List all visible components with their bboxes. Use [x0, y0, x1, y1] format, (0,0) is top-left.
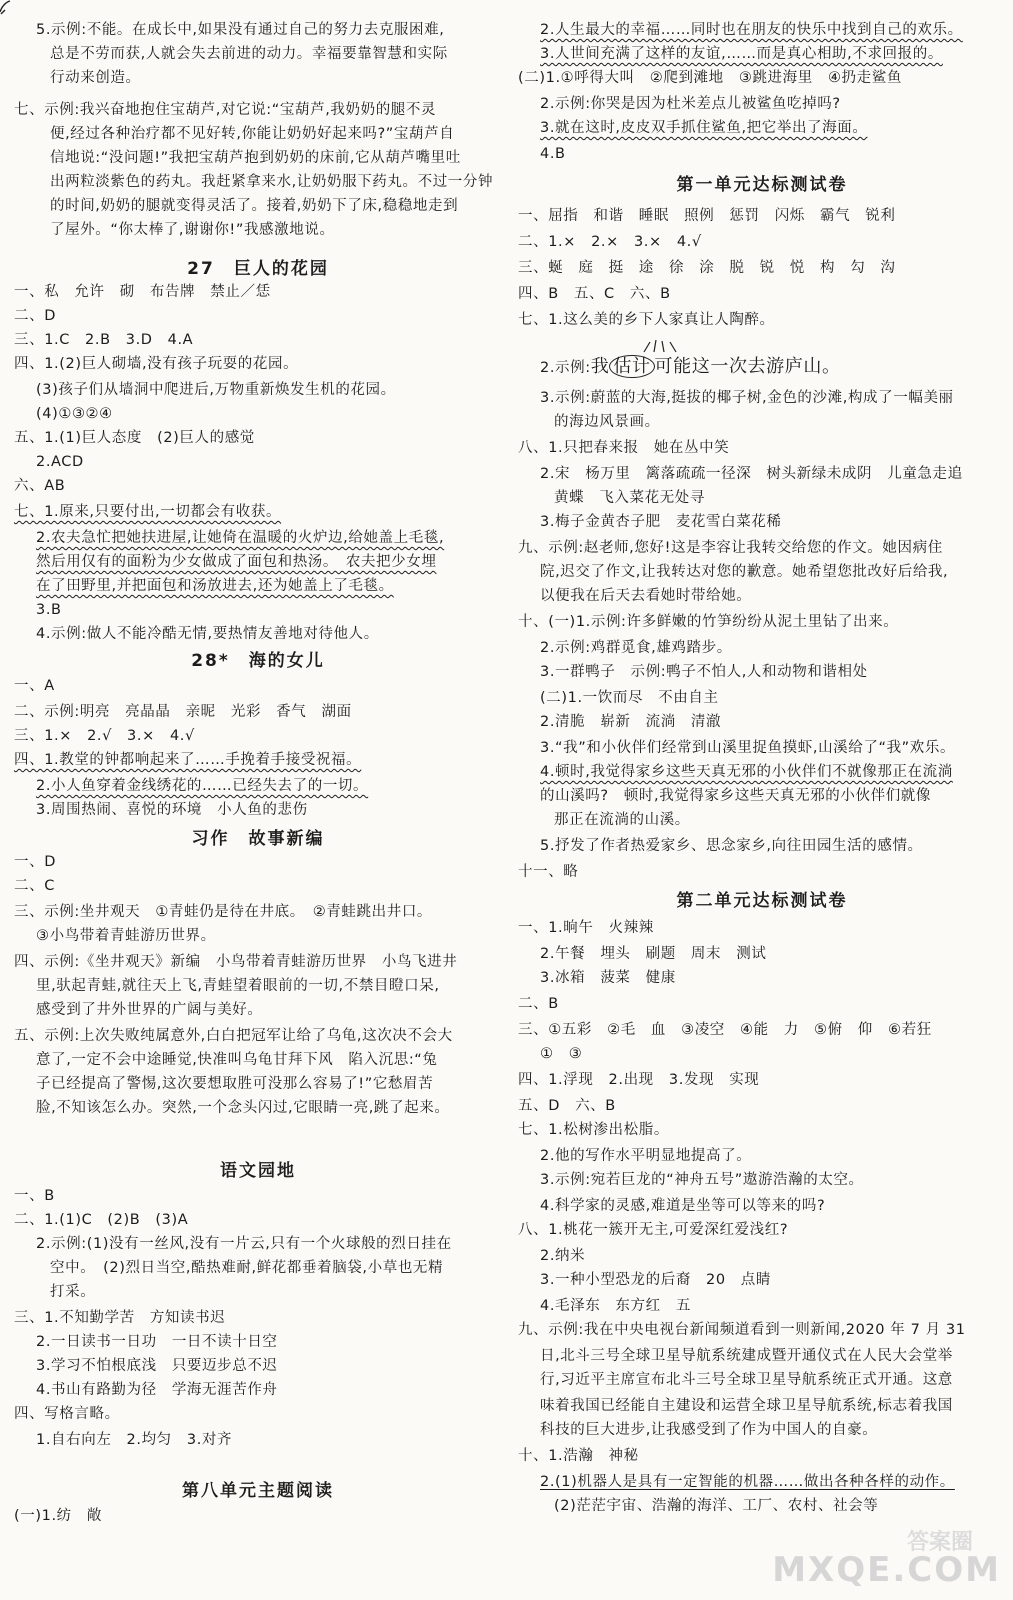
- answer-text: 二、1.(1)C (2)B (3)A: [14, 1212, 189, 1228]
- answer-text: 四、示例:《坐井观天》新编 小鸟带着青蛙游历世界 小鸟飞进井: [14, 954, 458, 970]
- answer-text: 一、D: [14, 854, 56, 870]
- answer-text: 十一、略: [518, 864, 579, 880]
- answer-text: 二、1.× 2.× 3.× 4.√: [518, 234, 702, 250]
- answer-text: 行动来创造。: [50, 70, 141, 86]
- answer-line: [14, 330, 193, 350]
- answer-line: [518, 712, 721, 732]
- answer-text: 3.B: [36, 602, 62, 618]
- answer-line: [14, 1000, 263, 1020]
- answer-line: [518, 1346, 953, 1366]
- answer-line: [518, 412, 660, 432]
- answer-text: 2.(1)机器人是具有一定智能的机器……做出各种各样的动作。: [540, 1474, 955, 1490]
- answer-line: [518, 786, 931, 806]
- answer-text: 以便我在后天去看她时带给她。: [540, 588, 752, 604]
- answer-text: 2.示例:鸡群觅食,雄鸡踏步。: [540, 640, 732, 656]
- answer-text: 十、(一)1.示例:许多鲜嫩的竹笋纷纷从泥土里钻了出来。: [518, 614, 899, 630]
- answer-text: 3.人世间充满了这样的友谊,……而是真心相助,不求回报的。: [540, 46, 943, 62]
- answer-line: [518, 968, 676, 988]
- answer-text: 2.示例:你哭是因为杜米差点儿被鲨鱼吃掉吗?: [540, 96, 841, 112]
- answer-line: [518, 586, 751, 606]
- answer-line: [518, 1396, 953, 1416]
- answer-text: 2.一日读书一日功 一日不读十日空: [36, 1334, 278, 1350]
- answer-line: [14, 1404, 120, 1424]
- sentence-start: 我: [590, 356, 610, 377]
- answer-text: 二、示例:明亮 亮晶晶 亲昵 光彩 香气 湖面: [14, 704, 352, 720]
- answer-text: 了屋外。“你太棒了,谢谢你!”我感激地说。: [50, 222, 335, 238]
- answer-line: [14, 1210, 188, 1230]
- answer-text: 行,习近平主席宣布北斗三号全球卫星导航系统正式开通。这意: [540, 1372, 953, 1388]
- answer-text: (一)1.纺 敞: [14, 1508, 102, 1524]
- answer-line: [14, 1380, 278, 1400]
- answer-text: 一、屈指 和谐 睡眠 照例 惩罚 闪烁 霸气 锐利: [518, 208, 896, 224]
- answer-text: 2.人生最大的幸福……同时也在朋友的快乐中找到自己的欢乐。: [540, 22, 963, 38]
- answer-line: [518, 464, 963, 484]
- answer-text: 3.一群鸭子 示例:鸭子不怕人,人和动物和谐相处: [540, 664, 868, 680]
- answer-line: [14, 44, 448, 64]
- answer-line: [518, 762, 953, 782]
- answer-line: [14, 476, 65, 496]
- answer-text: 里,驮起青蛙,就往天上飞,青蛙望着眼前的一切,不禁目瞪口呆,: [36, 978, 440, 994]
- answer-text: 5.示例:不能。在成长中,如果没有通过自己的努力去克服困难,: [36, 22, 445, 38]
- answer-text: 五、示例:上次失败纯属意外,白白把冠军让给了乌龟,这次决不会大: [14, 1028, 453, 1044]
- answer-line: [518, 1496, 878, 1516]
- section-heading: 第二单元达标测试卷: [676, 891, 848, 911]
- answer-text: 二、B: [518, 996, 559, 1012]
- answer-line: [14, 124, 454, 144]
- answer-text: 的山溪吗? 顿时,我觉得家乡这些天真无邪的小伙伴们就像: [540, 788, 932, 804]
- answer-text: 感受到了井外世界的广阔与美好。: [36, 1002, 263, 1018]
- answer-line: [518, 638, 732, 658]
- answer-text: 三、蜒 庭 挺 途 徐 涂 脱 锐 悦 构 勾 沟: [518, 260, 896, 276]
- answer-line: [14, 624, 379, 644]
- caret-mark-icon: [640, 338, 680, 354]
- answer-text: 的时间,奶奶的腿就变得灵活了。接着,奶奶下了床,稳稳地走到: [50, 198, 459, 214]
- answer-line: [14, 1506, 102, 1526]
- answer-text: 5.抒发了作者热爱家乡、思念家乡,向往田园生活的感情。: [540, 838, 923, 854]
- answer-line: [14, 428, 255, 448]
- answer-text: 3.“我”和小伙伴们经常到山溪里捉鱼摸虾,山溪给了“我”欢乐。: [540, 740, 956, 756]
- answer-line: [14, 1430, 232, 1450]
- answer-text: 九、示例:我在中央电视台新闻频道看到一则新闻,2020 年 7 月 31: [518, 1322, 966, 1338]
- answer-text: 子已经提高了警惕,这次要想取胜可没那么容易了!”它愁眉苦: [36, 1076, 434, 1092]
- answer-line: [518, 918, 654, 938]
- answer-text: 然后用仅有的面粉为少女做成了面包和热汤。 农夫把少女埋: [36, 554, 437, 570]
- answer-line: [518, 1320, 966, 1340]
- answer-text: 2.午餐 埋头 刷题 周末 测试: [540, 946, 767, 962]
- answer-line: [14, 528, 444, 548]
- circled-word: 估计: [609, 355, 654, 378]
- answer-text: (二)1.一饮而尽 不由自主: [540, 690, 719, 706]
- answer-line: [518, 258, 896, 278]
- answer-text: 3.示例:宛若巨龙的“神舟五号”遨游浩瀚的太空。: [540, 1172, 864, 1188]
- answer-text: 四、1.教堂的钟都响起来了……手挽着手接受祝福。: [14, 752, 362, 768]
- example-prefix: 2.示例:: [540, 360, 591, 376]
- answer-text: 七、1.原来,只要付出,一切都会有收获。: [14, 504, 282, 520]
- answer-text: 3.示例:蔚蓝的大海,挺拔的椰子树,金色的沙滩,构成了一幅美丽: [540, 390, 954, 406]
- answer-line: [14, 1356, 278, 1376]
- answer-line: [14, 1282, 95, 1302]
- watermark-sub: 答案圈: [906, 1530, 973, 1555]
- answer-line: [518, 1472, 955, 1492]
- answer-line: [14, 902, 432, 922]
- answer-text: 3.学习不怕根底浅 只要迈步总不迟: [36, 1358, 278, 1374]
- answer-line: [518, 662, 868, 682]
- answer-text: 二、D: [14, 308, 56, 324]
- answer-line: [14, 1050, 438, 1070]
- answer-text: 八、1.只把春来报 她在丛中笑: [518, 440, 730, 456]
- answer-text: 2.纳米: [540, 1248, 586, 1264]
- answer-line: [518, 118, 867, 138]
- answer-line: [518, 512, 782, 532]
- section-heading: 习作 故事新编: [191, 829, 325, 849]
- answer-text: 二、C: [14, 878, 55, 894]
- answer-text: 2.示例:(1)没有一丝风,没有一片云,只有一个火球般的烈日挂在: [36, 1236, 452, 1252]
- answer-text: 七、示例:我兴奋地抱住宝葫芦,对它说:“宝葫芦,我奶奶的腿不灵: [14, 102, 437, 118]
- answer-line: [14, 502, 281, 522]
- section-heading: 第一单元达标测试卷: [676, 175, 848, 195]
- answer-text: 五、1.(1)巨人态度 (2)巨人的感觉: [14, 430, 255, 446]
- answer-line: [14, 976, 440, 996]
- answer-text: 4.书山有路勤为径 学海无涯苦作舟: [36, 1382, 278, 1398]
- answer-text: 空中。 (2)烈日当空,酷热难耐,鲜花都垂着脑袋,小草也无精: [50, 1260, 444, 1276]
- sentence-end: 可能这一次去游庐山。: [654, 356, 841, 377]
- answer-line: [518, 1296, 691, 1316]
- answer-text: 九、示例:赵老师,您好!这是李容让我转交给您的作文。她因病住: [518, 540, 943, 556]
- answer-text: 五、D 六、B: [518, 1098, 616, 1114]
- answer-text: 4.科学家的灵感,难道是坐等可以等来的吗?: [540, 1198, 826, 1214]
- answer-line: [518, 206, 896, 226]
- answer-text: 1.自右向左 2.均匀 3.对齐: [36, 1432, 233, 1448]
- answer-text: 三、①五彩 ②毛 血 ③凌空 ④能 力 ⑤俯 仰 ⑥若狂: [518, 1022, 932, 1038]
- answer-line: [14, 20, 444, 40]
- answer-line: [14, 776, 368, 796]
- answer-text: 2.清脆 崭新 流淌 清澈: [540, 714, 722, 730]
- answer-text: 一、A: [14, 678, 55, 694]
- answer-line: [14, 1332, 278, 1352]
- answer-text: (4)①③②④: [36, 406, 113, 422]
- answer-text: 打采。: [50, 1284, 96, 1300]
- answer-line: [14, 282, 271, 302]
- answer-line: [518, 388, 954, 408]
- answer-line: [14, 600, 62, 620]
- answer-line: [518, 1370, 953, 1390]
- answer-line: [518, 44, 943, 64]
- answer-text: (3)孩子们从墙洞中爬进后,万物重新焕发生机的花园。: [36, 382, 396, 398]
- handwritten-example-sentence: [518, 354, 841, 380]
- answer-text: 四、写格言略。: [14, 1406, 120, 1422]
- answer-text: 4.顿时,我觉得家乡这些天真无邪的小伙伴们不就像那正在流淌: [540, 764, 953, 780]
- answer-line: [518, 612, 898, 632]
- answer-line: [518, 1044, 582, 1064]
- answer-line: [518, 20, 963, 40]
- answer-text: 2.宋 杨万里 篱落疏疏一径深 树头新绿未成阴 儿童急走追: [540, 466, 963, 482]
- answer-text: (2)茫茫宇宙、浩瀚的海洋、工厂、农村、社会等: [554, 1498, 879, 1514]
- answer-line: [518, 438, 729, 458]
- watermark-logo: MXQE.COM: [772, 1550, 1001, 1590]
- answer-line: [518, 1120, 669, 1140]
- answer-text: 七、1.松树渗出松脂。: [518, 1122, 669, 1138]
- answer-text: ③小鸟带着青蛙游历世界。: [36, 928, 216, 944]
- answer-text: 4.示例:做人不能冷酷无情,要热情友善地对待他人。: [36, 626, 379, 642]
- answer-line: [14, 1234, 452, 1254]
- answer-text: 四、1.(2)巨人砌墙,没有孩子玩耍的花园。: [14, 356, 299, 372]
- section-heading: 语文园地: [220, 1161, 296, 1181]
- answer-text: 三、1.不知勤学苦 方知读书迟: [14, 1310, 226, 1326]
- answer-line: [518, 1270, 771, 1290]
- answer-text: 脸,不知该怎么办。突然,一个念头闪过,它眼睛一亮,跳了起来。: [36, 1100, 450, 1116]
- answer-line: [518, 1170, 864, 1190]
- answer-text: 信地说:“没问题!”我把宝葫芦抱到奶奶的床前,它从葫芦嘴里吐: [50, 150, 461, 166]
- answer-line: [14, 552, 436, 572]
- answer-line: [14, 926, 216, 946]
- answer-line: [14, 100, 436, 120]
- answer-text: 院,迟交了作文,让我转达对您的歉意。她希望您批改好后给我,: [540, 564, 949, 580]
- answer-line: [14, 172, 493, 192]
- answer-text: 3.一种小型恐龙的后裔 20 点睛: [540, 1272, 771, 1288]
- answer-line: [518, 1196, 825, 1216]
- answer-line: [14, 220, 335, 240]
- answer-text: 3.冰箱 菠菜 健康: [540, 970, 676, 986]
- answer-line: [14, 1098, 449, 1118]
- answer-line: [14, 404, 113, 424]
- answer-text: 在了田野里,并把面包和汤放进去,还为她盖上了毛毯。: [36, 578, 394, 594]
- answer-text: 七、1.这么美的乡下人家真让人陶醉。: [518, 312, 775, 328]
- answer-line: [518, 562, 948, 582]
- answer-line: [14, 196, 458, 216]
- answer-line: [518, 94, 841, 114]
- answer-text: 科技的巨大进步,让我感受到了作为中国人的自豪。: [540, 1422, 878, 1438]
- answer-text: 4.B: [540, 146, 566, 162]
- answer-line: [518, 284, 671, 304]
- answer-text: 的海边风景画。: [554, 414, 660, 430]
- answer-line: [518, 538, 943, 558]
- answer-line: [518, 488, 705, 508]
- answer-line: [518, 688, 719, 708]
- answer-line: [518, 144, 566, 164]
- answer-line: [14, 952, 457, 972]
- answer-text: 一、私 允许 砌 布告牌 禁止／恁: [14, 284, 271, 300]
- answer-text: 八、1.桃花一簇开无主,可爱深红爱浅红?: [518, 1222, 789, 1238]
- answer-line: [518, 862, 578, 882]
- answer-text: 2.农夫急忙把她扶进屋,让她倚在温暖的火炉边,给她盖上毛毯,: [36, 530, 445, 546]
- answer-line: [518, 738, 955, 758]
- answer-line: [518, 1420, 877, 1440]
- answer-text: 3.梅子金黄杏子肥 麦花雪白菜花稀: [540, 514, 782, 530]
- answer-line: [518, 1246, 585, 1266]
- answer-text: 2.他的写作水平明显地提高了。: [540, 1148, 752, 1164]
- answer-line: [14, 876, 55, 896]
- answer-line: [14, 750, 361, 770]
- answer-line: [518, 1146, 751, 1166]
- answer-line: [14, 380, 396, 400]
- answer-text: 四、B 五、C 六、B: [518, 286, 671, 302]
- answer-line: [14, 726, 195, 746]
- answer-line: [518, 994, 559, 1014]
- answer-text: 2.小人鱼穿着金线绣花的……已经失去了的一切。: [36, 778, 369, 794]
- answer-line: [14, 1186, 55, 1206]
- answer-text: 六、AB: [14, 478, 66, 494]
- answer-line: [14, 452, 84, 472]
- answer-line: [14, 68, 141, 88]
- answer-text: 三、1.C 2.B 3.D 4.A: [14, 332, 194, 348]
- answer-line: [518, 310, 775, 330]
- answer-line: [518, 68, 902, 88]
- answer-text: 便,经过各种治疗都不见好转,你能让奶奶好起来吗?”宝葫芦自: [50, 126, 455, 142]
- answer-text: 三、示例:坐井观天 ①青蛙仍是待在井底。 ②青蛙跳出井口。: [14, 904, 433, 920]
- answer-text: 3.就在这时,皮皮双手抓住鲨鱼,把它举出了海面。: [540, 120, 868, 136]
- answer-text: 日,北斗三号全球卫星导航系统建成暨开通仪式在人民大会堂举: [540, 1348, 953, 1364]
- answer-line: [14, 852, 56, 872]
- answer-line: [14, 1026, 453, 1046]
- answer-text: 4.毛泽东 东方红 五: [540, 1298, 691, 1314]
- section-heading: 28* 海的女儿: [191, 651, 325, 671]
- answer-text: ① ③: [540, 1046, 583, 1062]
- answer-text: 味着我国已经能自主建设和运营全球卫星导航系统,标志着我国: [540, 1398, 953, 1414]
- answer-text: 一、1.晌午 火辣辣: [518, 920, 654, 936]
- answer-line: [518, 1220, 788, 1240]
- answer-line: [518, 232, 702, 252]
- pen-mark-icon: [0, 0, 16, 16]
- answer-line: [518, 944, 766, 964]
- answer-text: 2.ACD: [36, 454, 84, 470]
- answer-line: [14, 576, 394, 596]
- answer-line: [14, 1074, 433, 1094]
- answer-text: 意了,一定不会中途睡觉,快准叫乌龟甘拜下风 陷入沉思:“兔: [36, 1052, 438, 1068]
- answer-line: [518, 1446, 639, 1466]
- answer-text: (二)1.①呼得大叫 ②爬到滩地 ③跳进海里 ④扔走鲨鱼: [518, 70, 902, 86]
- answer-line: [14, 702, 352, 722]
- answer-text: 那正在流淌的山溪。: [554, 812, 690, 828]
- answer-line: [518, 1020, 932, 1040]
- answer-text: 一、B: [14, 1188, 55, 1204]
- answer-text: 三、1.× 2.√ 3.× 4.√: [14, 728, 195, 744]
- answer-line: [14, 676, 55, 696]
- answer-text: 四、1.浮现 2.出现 3.发现 实现: [518, 1072, 760, 1088]
- answer-text: 出两粒淡紫色的药丸。我赶紧拿来水,让奶奶服下药丸。不过一分钟: [50, 174, 494, 190]
- answer-text: 总是不劳而获,人就会失去前进的动力。幸福要靠智慧和实际: [50, 46, 448, 62]
- answer-text: 十、1.浩瀚 神秘: [518, 1448, 639, 1464]
- answer-line: [14, 148, 461, 168]
- section-heading: 27 巨人的花园: [187, 259, 329, 279]
- answer-line: [14, 800, 308, 820]
- answer-line: [518, 810, 690, 830]
- answer-line: [14, 306, 56, 326]
- answer-line: [518, 1096, 616, 1116]
- answer-line: [518, 836, 923, 856]
- answer-line: [14, 1258, 443, 1278]
- answer-line: [14, 354, 298, 374]
- answer-line: [518, 1070, 759, 1090]
- section-heading: 第八单元主题阅读: [182, 1481, 334, 1501]
- answer-text: 黄蝶 飞入菜花无处寻: [554, 490, 705, 506]
- answer-text: 3.周围热闹、喜悦的环境 小人鱼的悲伤: [36, 802, 308, 818]
- answer-line: [14, 1308, 225, 1328]
